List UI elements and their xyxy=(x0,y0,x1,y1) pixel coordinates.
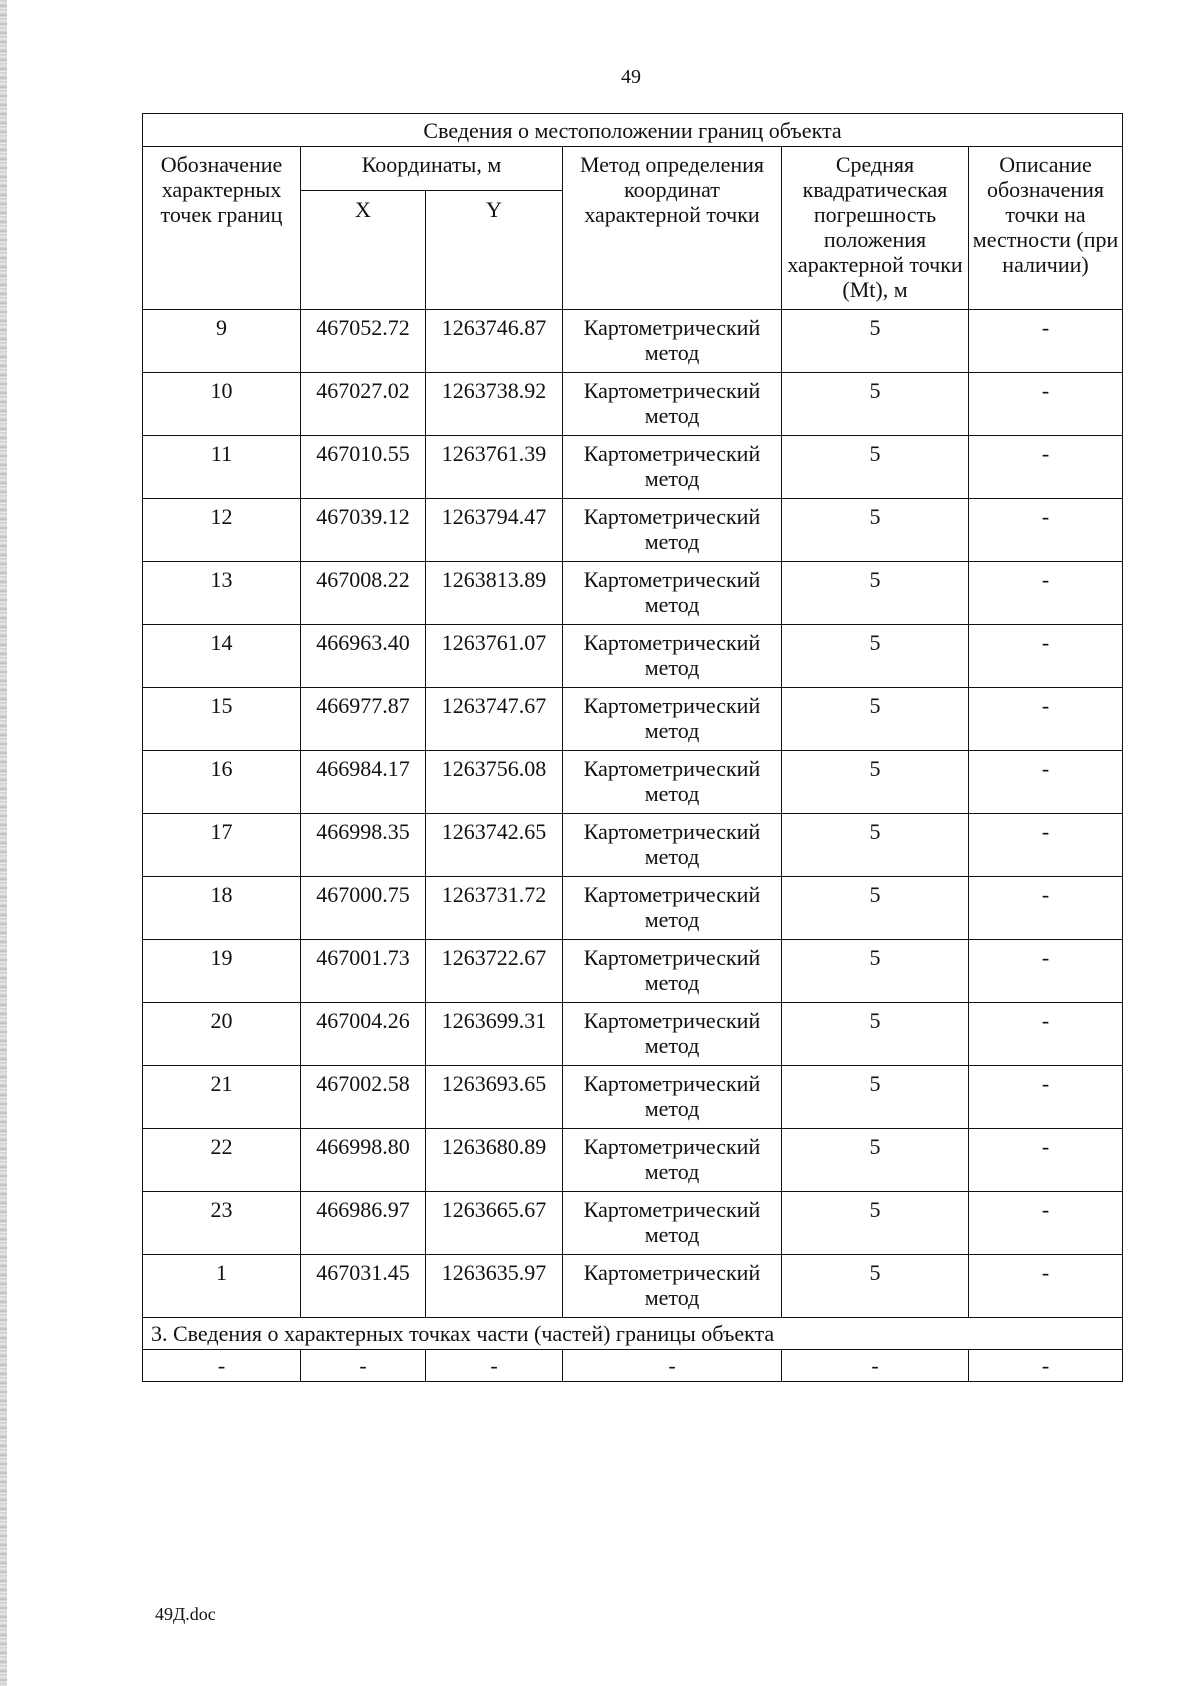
table-row xyxy=(143,310,1123,373)
cell-point: 21 xyxy=(143,1066,301,1129)
cell-point: 20 xyxy=(143,1003,301,1066)
table-row xyxy=(143,562,1123,625)
cell-point: 18 xyxy=(143,877,301,940)
cell-point: 10 xyxy=(143,373,301,436)
cell-error: 5 xyxy=(782,373,969,436)
table-title-row xyxy=(143,114,1123,147)
cell-y: 1263756.08 xyxy=(426,751,563,814)
table-row xyxy=(143,877,1123,940)
cell-y: 1263693.65 xyxy=(426,1066,563,1129)
cell-method: Картометрический метод xyxy=(563,814,782,877)
cell-method: Картометрический метод xyxy=(563,751,782,814)
cell-x: 467002.58 xyxy=(301,1066,426,1129)
cell-y: 1263742.65 xyxy=(426,814,563,877)
cell-x: 466998.80 xyxy=(301,1129,426,1192)
header-method: Метод определения координат характерной точки xyxy=(563,147,782,310)
cell-method: Картометрический метод xyxy=(563,1003,782,1066)
header-row xyxy=(143,147,1123,191)
cell-description: - xyxy=(969,1066,1123,1129)
cell-method: Картометрический метод xyxy=(563,940,782,1003)
cell-description: - xyxy=(969,562,1123,625)
cell-point: 23 xyxy=(143,1192,301,1255)
cell-method: Картометрический метод xyxy=(563,688,782,751)
cell-description: - xyxy=(969,1192,1123,1255)
table-row xyxy=(143,436,1123,499)
cell-point: 12 xyxy=(143,499,301,562)
cell-y: 1263813.89 xyxy=(426,562,563,625)
cell-error: 5 xyxy=(782,940,969,1003)
header-description: Описание обозначения точки на местности (при наличии) xyxy=(969,147,1123,310)
section-3-title: 3. Сведения о характерных точках части (частей) границы объекта xyxy=(143,1318,1123,1350)
cell-description: - xyxy=(969,1129,1123,1192)
footer-filename: 49Д.doc xyxy=(155,1604,216,1624)
cell-x: 467004.26 xyxy=(301,1003,426,1066)
cell-point: 11 xyxy=(143,436,301,499)
header-point: Обозначение характерных точек границ xyxy=(143,147,301,310)
table-row xyxy=(143,625,1123,688)
table-row xyxy=(143,499,1123,562)
page-number: 49 xyxy=(621,66,641,88)
empty-row xyxy=(143,1350,1123,1382)
cell-method: Картометрический метод xyxy=(563,310,782,373)
cell-description: - xyxy=(969,1255,1123,1318)
cell-point: 13 xyxy=(143,562,301,625)
cell-x: 467039.12 xyxy=(301,499,426,562)
cell-description: - xyxy=(969,1003,1123,1066)
cell-point: 16 xyxy=(143,751,301,814)
cell-description: - xyxy=(969,688,1123,751)
cell-x: 467008.22 xyxy=(301,562,426,625)
cell-description: - xyxy=(969,814,1123,877)
cell-description: - xyxy=(969,373,1123,436)
cell-description: - xyxy=(969,499,1123,562)
table-row xyxy=(143,1255,1123,1318)
cell-point: 22 xyxy=(143,1129,301,1192)
empty-cell: - xyxy=(143,1350,301,1382)
empty-cell: - xyxy=(426,1350,563,1382)
cell-x: 466986.97 xyxy=(301,1192,426,1255)
cell-x: 467052.72 xyxy=(301,310,426,373)
table-row xyxy=(143,940,1123,1003)
cell-error: 5 xyxy=(782,814,969,877)
cell-method: Картометрический метод xyxy=(563,499,782,562)
cell-error: 5 xyxy=(782,1066,969,1129)
empty-cell: - xyxy=(969,1350,1123,1382)
cell-y: 1263699.31 xyxy=(426,1003,563,1066)
cell-error: 5 xyxy=(782,688,969,751)
header-x: X xyxy=(301,191,426,310)
cell-y: 1263747.67 xyxy=(426,688,563,751)
table-body xyxy=(143,114,1123,1382)
table-row xyxy=(143,1129,1123,1192)
cell-error: 5 xyxy=(782,751,969,814)
cell-error: 5 xyxy=(782,436,969,499)
cell-x: 467000.75 xyxy=(301,877,426,940)
cell-x: 467001.73 xyxy=(301,940,426,1003)
cell-description: - xyxy=(969,751,1123,814)
cell-point: 15 xyxy=(143,688,301,751)
cell-x: 466998.35 xyxy=(301,814,426,877)
cell-description: - xyxy=(969,310,1123,373)
cell-y: 1263680.89 xyxy=(426,1129,563,1192)
scan-edge xyxy=(0,0,7,1686)
table-row xyxy=(143,373,1123,436)
table-row xyxy=(143,688,1123,751)
empty-cell: - xyxy=(782,1350,969,1382)
table-title-text: Сведения о местоположении границ объекта xyxy=(423,117,842,143)
cell-y: 1263738.92 xyxy=(426,373,563,436)
table-row xyxy=(143,751,1123,814)
cell-description: - xyxy=(969,877,1123,940)
cell-method: Картометрический метод xyxy=(563,1255,782,1318)
cell-y: 1263722.67 xyxy=(426,940,563,1003)
cell-error: 5 xyxy=(782,562,969,625)
cell-x: 467031.45 xyxy=(301,1255,426,1318)
cell-error: 5 xyxy=(782,1255,969,1318)
cell-method: Картометрический метод xyxy=(563,1129,782,1192)
cell-error: 5 xyxy=(782,499,969,562)
cell-y: 1263794.47 xyxy=(426,499,563,562)
cell-x: 466963.40 xyxy=(301,625,426,688)
boundary-coordinates-table xyxy=(142,113,1123,1382)
cell-description: - xyxy=(969,940,1123,1003)
cell-point: 14 xyxy=(143,625,301,688)
cell-y: 1263761.39 xyxy=(426,436,563,499)
cell-error: 5 xyxy=(782,1129,969,1192)
cell-method: Картометрический метод xyxy=(563,373,782,436)
cell-method: Картометрический метод xyxy=(563,625,782,688)
cell-y: 1263665.67 xyxy=(426,1192,563,1255)
table-row xyxy=(143,814,1123,877)
cell-error: 5 xyxy=(782,625,969,688)
cell-method: Картометрический метод xyxy=(563,562,782,625)
cell-error: 5 xyxy=(782,1192,969,1255)
cell-point: 19 xyxy=(143,940,301,1003)
cell-method: Картометрический метод xyxy=(563,1192,782,1255)
empty-cell: - xyxy=(563,1350,782,1382)
cell-x: 466977.87 xyxy=(301,688,426,751)
header-error: Средняя квадратическая погрешность положения характерной точки (Mt), м xyxy=(782,147,969,310)
cell-point: 17 xyxy=(143,814,301,877)
empty-cell: - xyxy=(301,1350,426,1382)
cell-method: Картометрический метод xyxy=(563,436,782,499)
cell-error: 5 xyxy=(782,877,969,940)
cell-description: - xyxy=(969,436,1123,499)
table-row xyxy=(143,1066,1123,1129)
cell-x: 467010.55 xyxy=(301,436,426,499)
cell-error: 5 xyxy=(782,1003,969,1066)
cell-x: 467027.02 xyxy=(301,373,426,436)
cell-point: 9 xyxy=(143,310,301,373)
header-y: Y xyxy=(426,191,563,310)
header-coordinates: Координаты, м xyxy=(301,147,563,191)
cell-description: - xyxy=(969,625,1123,688)
table-row xyxy=(143,1192,1123,1255)
cell-error: 5 xyxy=(782,310,969,373)
section-3-row xyxy=(143,1318,1123,1350)
cell-x: 466984.17 xyxy=(301,751,426,814)
cell-method: Картометрический метод xyxy=(563,877,782,940)
cell-method: Картометрический метод xyxy=(563,1066,782,1129)
table-title xyxy=(143,114,1123,147)
cell-y: 1263761.07 xyxy=(426,625,563,688)
cell-point: 1 xyxy=(143,1255,301,1318)
cell-y: 1263635.97 xyxy=(426,1255,563,1318)
cell-y: 1263746.87 xyxy=(426,310,563,373)
table-row xyxy=(143,1003,1123,1066)
cell-y: 1263731.72 xyxy=(426,877,563,940)
